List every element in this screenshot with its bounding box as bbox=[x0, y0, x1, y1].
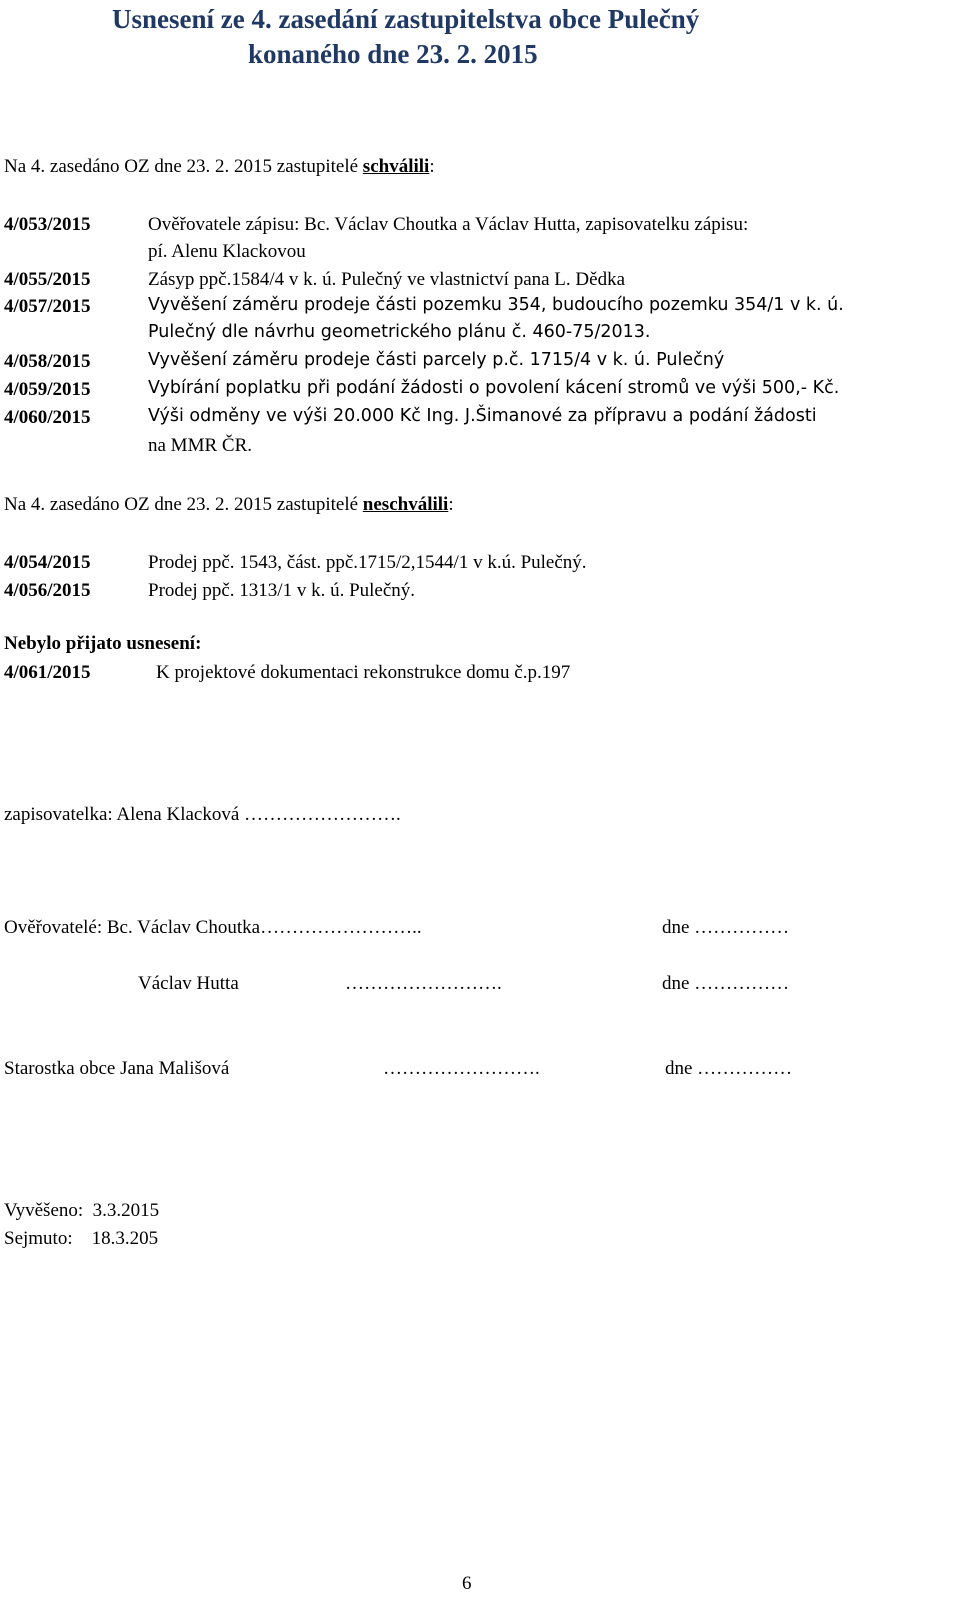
verifier-name: Václav Hutta bbox=[138, 973, 239, 994]
resolution-text-line: Prodej ppč. 1543, část. ppč.1715/2,1544/1 v k.ú. Pulečný. bbox=[148, 552, 587, 573]
resolution-number: 4/056/2015 bbox=[4, 580, 91, 601]
resolution-number: 4/053/2015 bbox=[4, 214, 91, 235]
rejected-intro bbox=[4, 495, 454, 514]
not-adopted-heading: Nebylo přijato usnesení: bbox=[4, 633, 202, 654]
resolution-number: 4/060/2015 bbox=[4, 407, 91, 428]
resolution-text-line: na MMR ČR. bbox=[148, 435, 252, 456]
resolution-text-line: Ověřovatele zápisu: Bc. Václav Choutka a Václav Hutta, zapisovatelku zápisu: bbox=[148, 214, 749, 235]
resolution-number: 4/058/2015 bbox=[4, 351, 91, 372]
resolution-text-line: Zásyp ppč.1584/4 v k. ú. Pulečný ve vlastnictví pana L. Dědka bbox=[148, 269, 626, 290]
resolution-text-line: pí. Alenu Klackovou bbox=[148, 241, 306, 262]
mayor-name: Starostka obce Jana Mališová bbox=[4, 1058, 230, 1079]
recorder-signature-line: zapisovatelka: Alena Klacková ……………………. bbox=[4, 804, 401, 825]
resolution-text-line: Pulečný dle návrhu geometrického plánu č. 460-75/2013. bbox=[148, 322, 651, 342]
resolution-text-line: K projektové dokumentaci rekonstrukce domu č.p.197 bbox=[156, 662, 571, 683]
rejected-intro-colon: : bbox=[448, 494, 454, 515]
verifier-date-line: dne …………… bbox=[662, 973, 790, 994]
verifier-signature-line: Ověřovatelé: Bc. Václav Choutka…………………….. bbox=[4, 917, 422, 938]
resolution-text-line: Výši odměny ve výši 20.000 Kč Ing. J.Šimanové za přípravu a podání žádosti bbox=[148, 406, 817, 426]
resolution-text-line: Vyvěšení záměru prodeje části parcely p.č. 1715/4 v k. ú. Pulečný bbox=[148, 350, 725, 370]
title-line-1: Usnesení ze 4. zasedání zastupitelstva obce Pulečný bbox=[112, 4, 700, 34]
verifier-date-line: dne …………… bbox=[662, 917, 790, 938]
resolution-number: 4/055/2015 bbox=[4, 269, 91, 290]
removed-date: Sejmuto: 18.3.205 bbox=[4, 1228, 159, 1249]
mayor-signature-dots: ……………………. bbox=[383, 1058, 540, 1079]
mayor-date-line: dne …………… bbox=[665, 1058, 793, 1079]
resolution-number: 4/054/2015 bbox=[4, 552, 91, 573]
approved-intro-text: Na 4. zasedáno OZ dne 23. 2. 2015 zastupitelé bbox=[4, 156, 363, 177]
resolution-text-line: Vybírání poplatku při podání žádosti o povolení kácení stromů ve výši 500,- Kč. bbox=[148, 378, 840, 398]
approved-intro bbox=[4, 157, 435, 176]
posted-date: Vyvěšeno: 3.3.2015 bbox=[4, 1200, 160, 1221]
rejected-keyword: neschválili bbox=[362, 494, 449, 515]
resolution-text-line: Vyvěšení záměru prodeje části pozemku 354, budoucího pozemku 354/1 v k. ú. bbox=[148, 295, 844, 315]
title-line-2: konaného dne 23. 2. 2015 bbox=[248, 39, 538, 69]
resolution-text-line: Prodej ppč. 1313/1 v k. ú. Pulečný. bbox=[148, 580, 416, 601]
rejected-intro-text: Na 4. zasedáno OZ dne 23. 2. 2015 zastupitelé bbox=[4, 494, 363, 515]
resolution-number: 4/059/2015 bbox=[4, 379, 91, 400]
page-number: 6 bbox=[462, 1573, 472, 1594]
approved-intro-colon: : bbox=[429, 156, 435, 177]
resolution-number: 4/057/2015 bbox=[4, 296, 91, 317]
verifier-signature-dots: ……………………. bbox=[345, 973, 502, 994]
approved-keyword: schválili bbox=[362, 156, 430, 177]
resolution-number: 4/061/2015 bbox=[4, 662, 91, 683]
